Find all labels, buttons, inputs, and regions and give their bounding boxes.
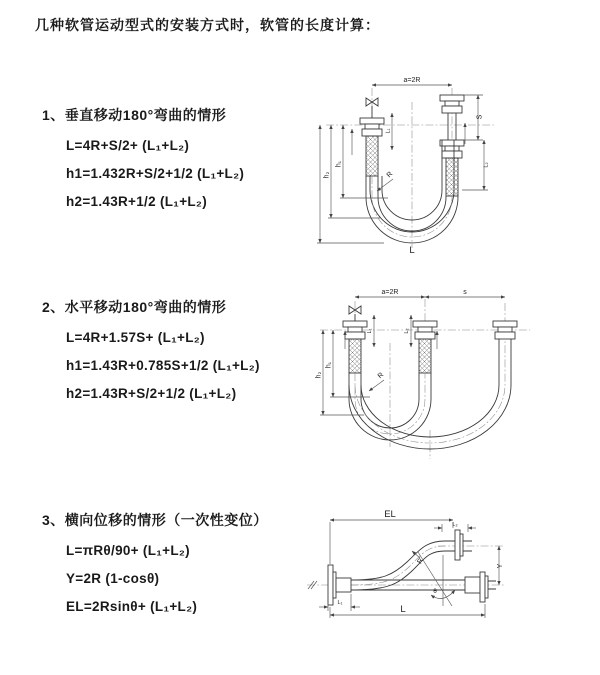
formula-h1-2: h1=1.43R+0.785S+1/2 (L₁+L₂) bbox=[66, 358, 260, 373]
dim-y-label: Y bbox=[497, 563, 504, 569]
dim-l2 bbox=[462, 140, 490, 190]
formula-length-2: L=4R+1.57S+ (L₁+L₂) bbox=[66, 330, 205, 345]
dim-el-label: EL bbox=[384, 509, 396, 520]
section-lateral-displacement bbox=[42, 510, 310, 614]
centerlines bbox=[323, 88, 494, 248]
section-1-heading: 1、垂直移动180°弯曲的情形 bbox=[42, 107, 227, 123]
dim-l2-label: L₂ bbox=[483, 162, 490, 168]
section-3-heading: 3、横向位移的情形（一次性变位） bbox=[42, 512, 268, 528]
dim-l1 bbox=[386, 113, 393, 150]
dim-l2 bbox=[404, 315, 411, 347]
diagram-lateral-displacement bbox=[295, 500, 600, 638]
radius-label: R bbox=[385, 170, 395, 180]
formula-length-1: L=4R+S/2+ (L₁+L₂) bbox=[66, 138, 190, 153]
formula-y-3: Y=2R (1-cosθ) bbox=[66, 571, 160, 586]
dim-s-label: S bbox=[476, 114, 484, 120]
angle-theta-label: θ bbox=[433, 588, 437, 595]
dim-l-label: L bbox=[400, 604, 406, 615]
dim-a2r-label: a=2R bbox=[381, 289, 399, 296]
dim-h2-label: h₂ bbox=[323, 171, 331, 179]
dimension-a2r bbox=[355, 289, 425, 297]
radius-leader bbox=[369, 372, 385, 391]
dim-l2-label: L₂ bbox=[452, 522, 458, 528]
dim-a2r-label: a=2R bbox=[403, 77, 421, 84]
valve-icon bbox=[366, 98, 378, 118]
page-title: 几种软管运动型式的安装方式时，软管的长度计算： bbox=[35, 17, 380, 33]
radius-leader bbox=[377, 171, 394, 191]
fitting-left bbox=[360, 118, 384, 176]
dimension-el bbox=[330, 509, 453, 564]
section-vertical-movement bbox=[42, 105, 310, 209]
dim-l1-label: L₁ bbox=[385, 128, 392, 134]
dim-h1-label: h₁ bbox=[325, 361, 333, 369]
dim-h1 bbox=[326, 330, 371, 397]
pipe-original-position bbox=[351, 572, 496, 602]
dim-l1-label: L₁ bbox=[367, 328, 373, 334]
diagram-vertical-180-bend bbox=[312, 72, 598, 262]
fitting-middle bbox=[413, 321, 437, 373]
fitting-right-lower bbox=[440, 140, 464, 196]
formula-length-3: L=πRθ/90+ (L₁+L₂) bbox=[66, 543, 190, 558]
dim-h2-label: h₂ bbox=[315, 371, 323, 379]
flange-left bbox=[328, 565, 351, 605]
dim-l2-label: L₂ bbox=[404, 328, 410, 334]
dim-s bbox=[464, 95, 484, 140]
formula-el-3: EL=2Rsinθ+ (L₁+L₂) bbox=[66, 599, 198, 614]
section-2-heading: 2、水平移动180°弯曲的情形 bbox=[42, 299, 227, 315]
dim-s-label: s bbox=[463, 289, 467, 296]
fitting-left bbox=[343, 321, 367, 373]
dim-l1 bbox=[319, 594, 360, 611]
flange-upper-right bbox=[445, 530, 472, 560]
formula-h1-1: h1=1.432R+S/2+1/2 (L₁+L₂) bbox=[66, 166, 245, 181]
section-horizontal-movement bbox=[42, 297, 310, 401]
dim-h1-label: h₁ bbox=[335, 160, 343, 168]
radius-label: R bbox=[376, 371, 386, 381]
radius-label: R bbox=[416, 557, 425, 566]
formula-h2-2: h2=1.43R+S/2+1/2 (L₁+L₂) bbox=[66, 386, 237, 401]
formula-h2-1: h2=1.43R+1/2 (L₁+L₂) bbox=[66, 194, 208, 209]
dim-l1 bbox=[367, 315, 374, 347]
dim-y bbox=[497, 546, 504, 585]
dimension-s bbox=[425, 289, 505, 297]
diagram-horizontal-180-bend bbox=[312, 285, 598, 465]
length-label: L bbox=[409, 245, 415, 256]
dim-l1-label: L₁ bbox=[337, 600, 343, 606]
dimension-a2r bbox=[372, 77, 452, 85]
dim-l bbox=[330, 604, 485, 618]
